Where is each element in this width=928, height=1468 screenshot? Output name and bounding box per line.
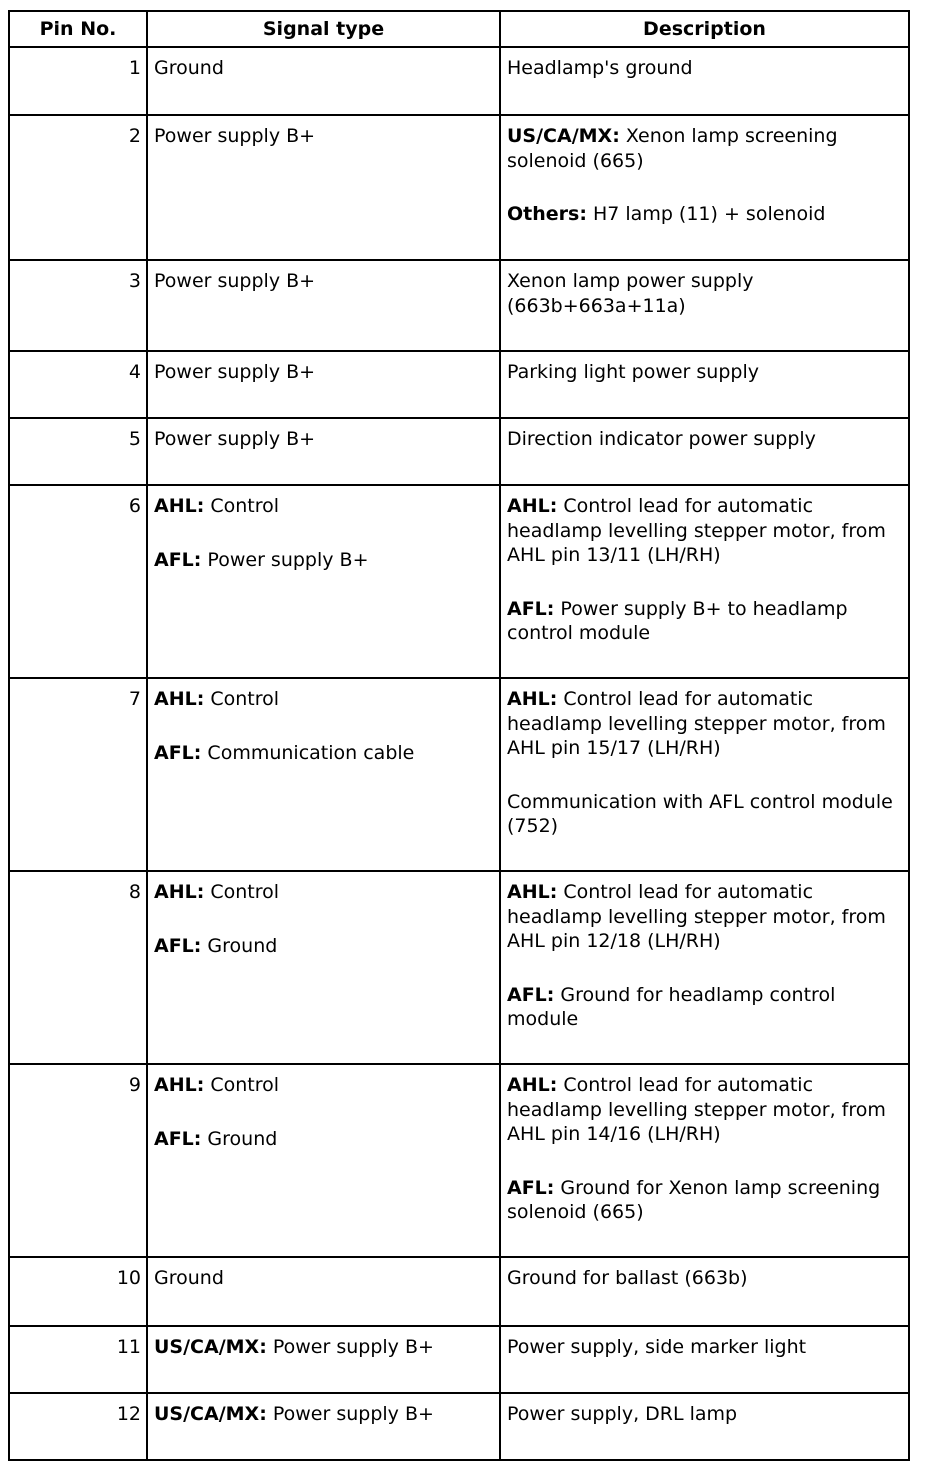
description-cell [500,1326,909,1393]
table-row [9,485,909,678]
paragraph-text: Ground [154,57,224,79]
pin-number-cell: 8 [9,871,147,1064]
pin-number-cell: 3 [9,260,147,351]
bold-label: AFL: [507,983,555,1006]
signal-paragraph [154,427,493,452]
description-cell [500,418,909,485]
description-paragraph [507,1073,902,1147]
pin-number-cell: 10 [9,1257,147,1326]
description-cell [500,260,909,351]
table-row [9,1326,909,1393]
description-paragraph [507,880,902,954]
paragraph-text: Control [204,688,280,710]
bold-label: Others: [507,203,587,225]
description-paragraph [507,124,902,173]
signal-paragraph [154,1266,493,1291]
bold-label: AHL: [507,688,558,710]
description-cell [500,678,909,871]
pin-number-cell: 5 [9,418,147,485]
table-row [9,47,909,115]
bold-label: AFL: [507,597,555,620]
paragraph-text: Power supply B+ [154,125,316,147]
paragraph-text: Xenon lamp screening solenoid (665) [507,125,838,172]
signal-type-cell [147,678,500,871]
signal-paragraph [154,741,493,766]
table-row [9,260,909,351]
paragraph-text: Parking light power supply [507,361,759,383]
bold-label: AHL: [154,495,205,517]
signal-paragraph [154,880,493,905]
description-paragraph [507,1402,902,1427]
header-pin-no: Pin No. [9,11,147,47]
table-row [9,678,909,871]
paragraph-text: Ground for headlamp control module [507,983,836,1030]
signal-paragraph [154,56,493,81]
description-paragraph [507,687,902,761]
paragraph-text: Ground for ballast (663b) [507,1267,748,1289]
paragraph-text: Communication with AFL control module (752) [507,790,893,837]
bold-label: AHL: [154,1074,205,1096]
paragraph-text: Power supply B+ [266,1403,434,1425]
signal-paragraph [154,494,493,519]
table-row [9,351,909,418]
signal-type-cell [147,1326,500,1393]
signal-paragraph [154,1335,493,1360]
signal-paragraph [154,548,493,573]
paragraph-text: Control lead for automatic headlamp levelling stepper motor, from AHL pin 12/18 (LH/RH) [507,881,886,952]
bold-label: AFL: [154,741,202,764]
signal-type-cell [147,1393,500,1460]
bold-label: AFL: [507,1176,555,1199]
bold-label: AHL: [154,881,205,903]
description-paragraph [507,1335,902,1360]
signal-paragraph [154,360,493,385]
table-row [9,1064,909,1257]
description-paragraph [507,56,902,81]
paragraph-text: Power supply B+ [201,548,369,571]
description-paragraph [507,427,902,452]
description-paragraph [507,202,902,227]
signal-paragraph [154,1073,493,1098]
paragraph-text: Power supply B+ [154,361,316,383]
pin-number-cell: 9 [9,1064,147,1257]
paragraph-text: Control lead for automatic headlamp levelling stepper motor, from AHL pin 13/11 (LH/RH) [507,495,886,566]
paragraph-text: Power supply B+ [154,428,316,450]
table-row [9,1257,909,1326]
description-paragraph [507,597,902,646]
signal-type-cell [147,1064,500,1257]
pin-table [8,10,910,1461]
pin-number-cell: 11 [9,1326,147,1393]
description-paragraph [507,360,902,385]
signal-type-cell [147,871,500,1064]
signal-type-cell [147,47,500,115]
signal-type-cell [147,351,500,418]
paragraph-text: Control [204,495,280,517]
paragraph-text: Ground [201,1127,278,1150]
signal-paragraph [154,269,493,294]
signal-paragraph [154,1127,493,1152]
bold-label: AHL: [154,688,205,710]
paragraph-text: Control lead for automatic headlamp levelling stepper motor, from AHL pin 14/16 (LH/RH) [507,1074,886,1145]
signal-type-cell [147,115,500,260]
header-row [9,11,909,47]
description-cell [500,871,909,1064]
description-cell [500,115,909,260]
pin-number-cell: 6 [9,485,147,678]
bold-label: AFL: [154,548,202,571]
paragraph-text: Power supply, DRL lamp [507,1403,738,1425]
bold-label: US/CA/MX: [154,1403,267,1425]
header-description: Description [500,11,909,47]
description-paragraph [507,1266,902,1291]
description-paragraph [507,494,902,568]
signal-paragraph [154,1402,493,1427]
table-row [9,1393,909,1460]
paragraph-text: Power supply B+ [266,1336,434,1358]
bold-label: AHL: [507,881,558,903]
paragraph-text: Power supply B+ to headlamp control module [507,597,848,644]
signal-paragraph [154,934,493,959]
bold-label: US/CA/MX: [154,1336,267,1358]
paragraph-text: Power supply B+ [154,270,316,292]
bold-label: AHL: [507,495,558,517]
paragraph-text: Ground [201,934,278,957]
bold-label: AFL: [154,934,202,957]
description-cell [500,47,909,115]
table-body [9,47,909,1460]
description-paragraph [507,790,902,839]
paragraph-text: Communication cable [201,741,415,764]
paragraph-text: Ground for Xenon lamp screening solenoid (665) [507,1176,881,1223]
signal-type-cell [147,485,500,678]
signal-type-cell [147,1257,500,1326]
description-cell [500,1064,909,1257]
signal-type-cell [147,260,500,351]
table-row [9,871,909,1064]
description-paragraph [507,269,902,318]
bold-label: AFL: [154,1127,202,1150]
table-row [9,418,909,485]
paragraph-text: Control lead for automatic headlamp levelling stepper motor, from AHL pin 15/17 (LH/RH) [507,688,886,759]
signal-paragraph [154,124,493,149]
header-signal-type: Signal type [147,11,500,47]
pin-number-cell: 7 [9,678,147,871]
bold-label: AHL: [507,1074,558,1096]
description-paragraph [507,983,902,1032]
paragraph-text: Control [204,1074,280,1096]
paragraph-text: Xenon lamp power supply (663b+663a+11a) [507,270,754,317]
pin-number-cell: 2 [9,115,147,260]
table-row [9,115,909,260]
signal-type-cell [147,418,500,485]
paragraph-text: Ground [154,1267,224,1289]
description-cell [500,1257,909,1326]
pin-number-cell: 12 [9,1393,147,1460]
paragraph-text: Headlamp's ground [507,57,693,79]
bold-label: US/CA/MX: [507,125,620,147]
paragraph-text: Direction indicator power supply [507,428,816,450]
paragraph-text: Control [204,881,280,903]
pin-number-cell: 4 [9,351,147,418]
description-cell [500,1393,909,1460]
paragraph-text: H7 lamp (11) + solenoid [586,203,826,225]
pin-number-cell: 1 [9,47,147,115]
description-cell [500,485,909,678]
signal-paragraph [154,687,493,712]
description-paragraph [507,1176,902,1225]
description-cell [500,351,909,418]
paragraph-text: Power supply, side marker light [507,1336,807,1358]
